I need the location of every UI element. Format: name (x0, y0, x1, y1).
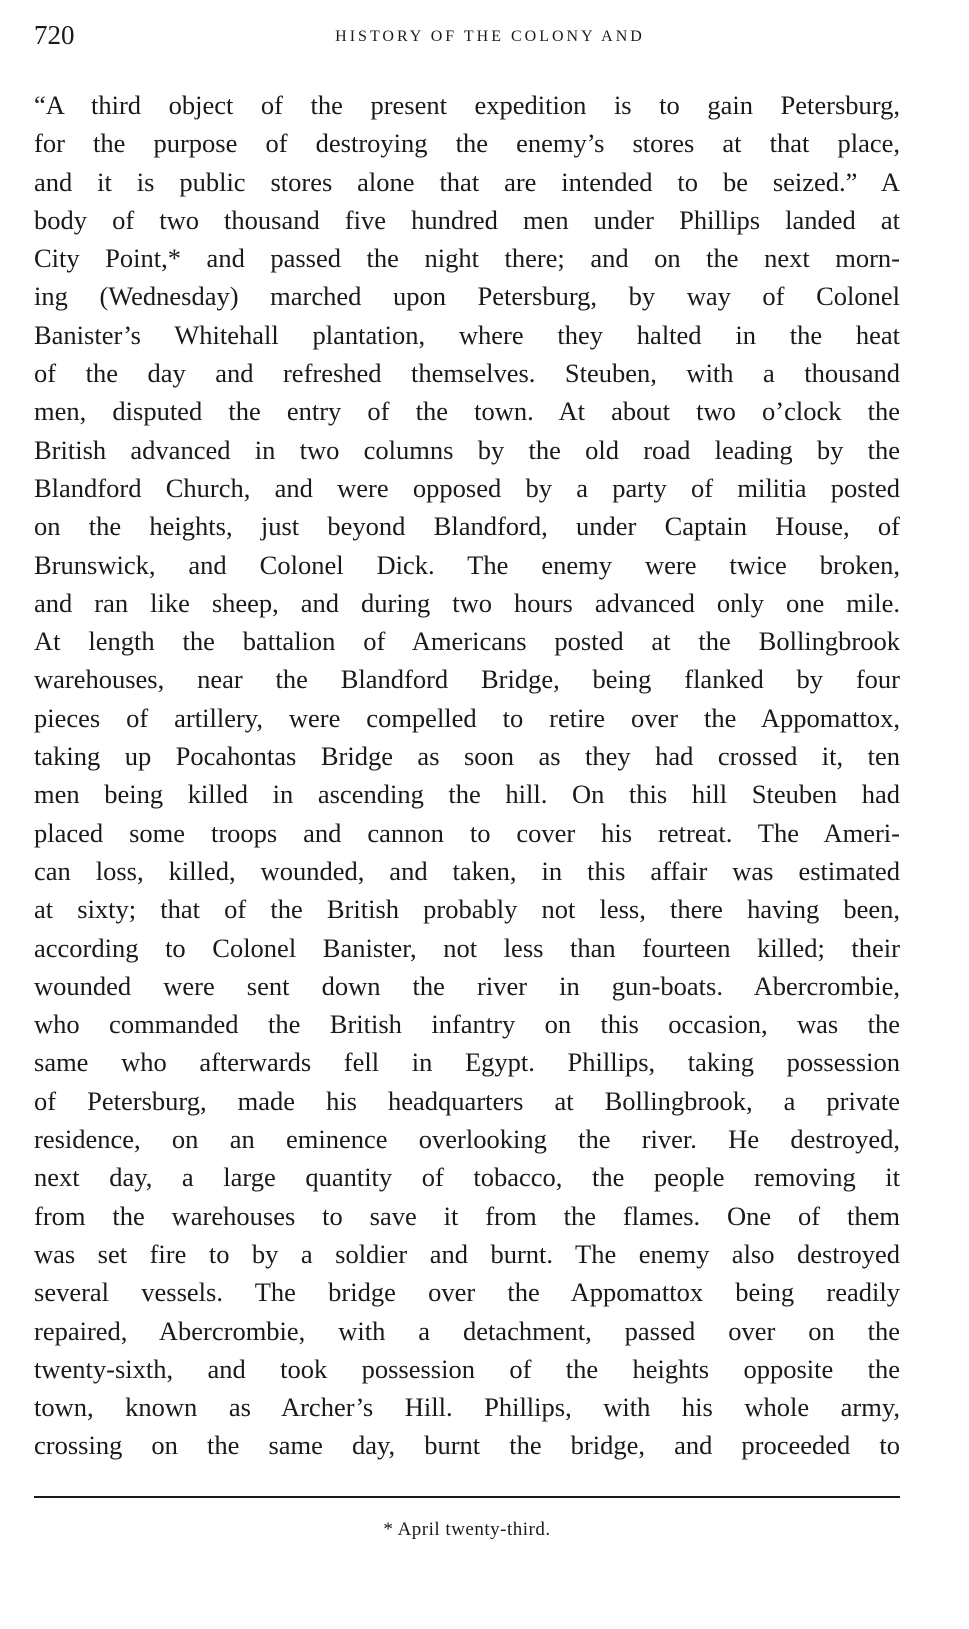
text-line: ing (Wednesday) marched upon Petersburg, by way of Colonel (34, 281, 900, 312)
text-line: next day, a large quantity of tobacco, the people removing it (34, 1162, 900, 1193)
text-line: for the purpose of destroying the enemy’s stores at that place, (34, 128, 900, 159)
footnote-rule (34, 1496, 900, 1498)
text-line: men being killed in ascending the hill. On this hill Steuben had (34, 779, 900, 810)
text-line: can loss, killed, wounded, and taken, in this affair was estimated (34, 855, 900, 886)
text-line: wounded were sent down the river in gun-boats. Abercrombie, (34, 970, 900, 1001)
text-line: “A third object of the present expedition is to gain Petersburg, (34, 90, 900, 120)
running-head (34, 18, 900, 52)
text-line: according to Colonel Banister, not less than fourteen killed; their (34, 932, 900, 963)
text-line: body of two thousand five hundred men under Phillips landed at (34, 204, 900, 235)
text-line: At length the battalion of Americans posted at the Bollingbrook (34, 626, 900, 657)
text-line: and it is public stores alone that are intended to be seized.” A (34, 166, 900, 197)
text-line: twenty-sixth, and took possession of the heights opposite the (34, 1353, 900, 1384)
text-line: from the warehouses to save it from the flames. One of them (34, 1200, 900, 1231)
text-line: same who afterwards fell in Egypt. Phillips, taking possession (34, 1047, 900, 1078)
text-line: at sixty; that of the British probably not less, there having been, (34, 894, 900, 925)
text-line: who commanded the British infantry on this occasion, was the (34, 1009, 900, 1040)
text-line: on the heights, just beyond Blandford, under Captain House, of (34, 511, 900, 542)
body-text (34, 86, 900, 1465)
text-line: Banister’s Whitehall plantation, where they halted in the heat (34, 319, 900, 350)
text-line: of the day and refreshed themselves. Steuben, with a thousand (34, 358, 900, 389)
text-line: residence, on an eminence overlooking the river. He destroyed, (34, 1124, 900, 1155)
footnote: * April twenty-third. (383, 1519, 551, 1540)
text-line: of Petersburg, made his headquarters at Bollingbrook, a private (34, 1085, 900, 1116)
text-line: City Point,* and passed the night there; and on the next morn- (34, 243, 900, 274)
page-number: 720 (34, 20, 75, 50)
text-line: Blandford Church, and were opposed by a party of militia posted (34, 472, 900, 503)
text-line: taking up Pocahontas Bridge as soon as they had crossed it, ten (34, 741, 900, 772)
running-title: HISTORY OF THE COLONY AND (335, 28, 645, 45)
text-line: Brunswick, and Colonel Dick. The enemy were twice broken, (34, 549, 900, 580)
text-line: several vessels. The bridge over the Appomattox being readily (34, 1277, 900, 1308)
text-line: British advanced in two columns by the old road leading by the (34, 434, 900, 465)
text-line: placed some troops and cannon to cover his retreat. The Ameri- (34, 817, 900, 848)
text-line: and ran like sheep, and during two hours advanced only one mile. (34, 587, 900, 618)
text-line: repaired, Abercrombie, with a detachment, passed over on the (34, 1315, 900, 1346)
text-line: warehouses, near the Blandford Bridge, being flanked by four (34, 664, 900, 695)
text-line: pieces of artillery, were compelled to retire over the Appomattox, (34, 702, 900, 733)
text-line: was set fire to by a soldier and burnt. The enemy also destroyed (34, 1238, 900, 1269)
text-line: crossing on the same day, burnt the bridge, and proceeded to (34, 1430, 900, 1461)
text-line: men, disputed the entry of the town. At about two o’clock the (34, 396, 900, 427)
text-line: town, known as Archer’s Hill. Phillips, with his whole army, (34, 1392, 900, 1423)
